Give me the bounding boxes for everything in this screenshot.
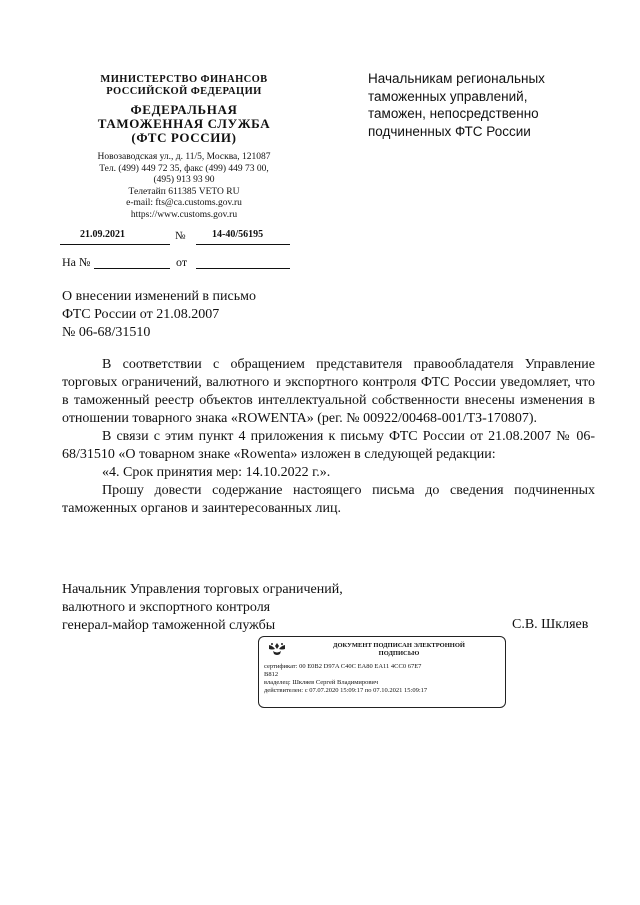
ministry-line: РОССИЙСКОЙ ФЕДЕРАЦИИ <box>106 86 262 97</box>
registration-date: 21.09.2021 <box>80 229 125 240</box>
addressee-line: таможен, непосредственно <box>368 106 539 121</box>
signer-position-line: генерал-майор таможенной службы <box>62 618 276 633</box>
emblem-icon <box>266 641 288 657</box>
body-paragraph: В связи с этим пункт 4 приложения к письму ФТС России от 21.08.2007 № 06-68/31510 «О товарном знаке «Rowenta» изложен в следующей редакции: <box>62 429 595 462</box>
body-paragraph: «4. Срок принятия мер: 14.10.2022 г.». <box>102 465 331 480</box>
service-contacts <box>58 152 310 221</box>
signer-name: С.В. Шкляев <box>512 617 589 632</box>
reference-date-label: от <box>176 255 188 269</box>
letter-body <box>62 356 595 518</box>
body-paragraph: Прошу довести содержание настоящего письма до сведения подчиненных таможенных органов и заинтересованных лиц. <box>62 483 595 516</box>
signer-position <box>62 581 343 635</box>
reference-number-label: На № <box>62 255 91 269</box>
subject-line: О внесении изменений в письмо <box>62 289 256 304</box>
subject-line: № 06-68/31510 <box>62 325 151 340</box>
stamp-certificate-tail: B812 <box>264 671 279 678</box>
contact-phone: Тел. (499) 449 72 35, факс (499) 449 73 00, <box>99 163 269 174</box>
contact-teletype: Телетайп 611385 VETO RU <box>128 186 240 197</box>
reference-number-underline <box>94 268 170 269</box>
stamp-certificate: сертификат: 00 E0B2 D97A C40C EA80 EA11 4CC0 67E7 <box>264 663 422 670</box>
stamp-details <box>264 663 504 695</box>
service-line: ТАМОЖЕННАЯ СЛУЖБА <box>97 116 271 131</box>
service-name <box>58 103 310 145</box>
addressee-line: Начальникам региональных <box>368 71 545 86</box>
body-paragraph: В соответствии с обращением представителя правообладателя Управление торговых ограничений, валютного и экспортного контроля ФТС России уведомляет, что в таможенный реестр объектов интеллектуальной собственности внесены изменения в отношении товарного знака «ROWENTA» (рег. № 00922/00468-001/ТЗ-170807). <box>62 357 595 426</box>
ministry-line: МИНИСТЕРСТВО ФИНАНСОВ <box>100 74 268 85</box>
registration-number: 14-40/56195 <box>212 229 264 240</box>
electronic-signature-stamp <box>258 636 506 708</box>
letter-subject <box>62 288 256 342</box>
stamp-title-line: ДОКУМЕНТ ПОДПИСАН ЭЛЕКТРОННОЙ <box>333 642 465 649</box>
reference-date-underline <box>196 268 290 269</box>
number-label: № <box>175 230 186 242</box>
contact-website[interactable]: https://www.customs.gov.ru <box>130 209 238 220</box>
signer-position-line: валютного и экспортного контроля <box>62 600 271 615</box>
signer-position-line: Начальник Управления торговых ограничений, <box>62 582 343 597</box>
number-underline <box>196 244 290 245</box>
date-underline <box>60 244 170 245</box>
contact-email[interactable]: e-mail: fts@ca.customs.gov.ru <box>126 198 242 208</box>
stamp-title <box>299 642 499 658</box>
addressee-line: подчиненных ФТС России <box>368 123 531 139</box>
stamp-title-line: ПОДПИСЬЮ <box>378 650 420 657</box>
stamp-validity: действителен: с 07.07.2020 15:09:17 по 07.10.2021 15:09:17 <box>264 687 428 694</box>
addressee <box>368 70 608 140</box>
subject-line: ФТС России от 21.08.2007 <box>62 307 220 322</box>
contact-address: Новозаводская ул., д. 11/5, Москва, 121087 <box>97 152 271 162</box>
stamp-owner: владелец: Шкляев Сергей Владимирович <box>264 679 379 686</box>
ministry-name <box>58 74 310 98</box>
addressee-line: таможенных управлений, <box>368 88 528 104</box>
service-line: ФЕДЕРАЛЬНАЯ <box>130 102 238 117</box>
service-line: (ФТС РОССИИ) <box>131 130 237 145</box>
contact-phone-2: (495) 913 93 90 <box>153 175 215 185</box>
